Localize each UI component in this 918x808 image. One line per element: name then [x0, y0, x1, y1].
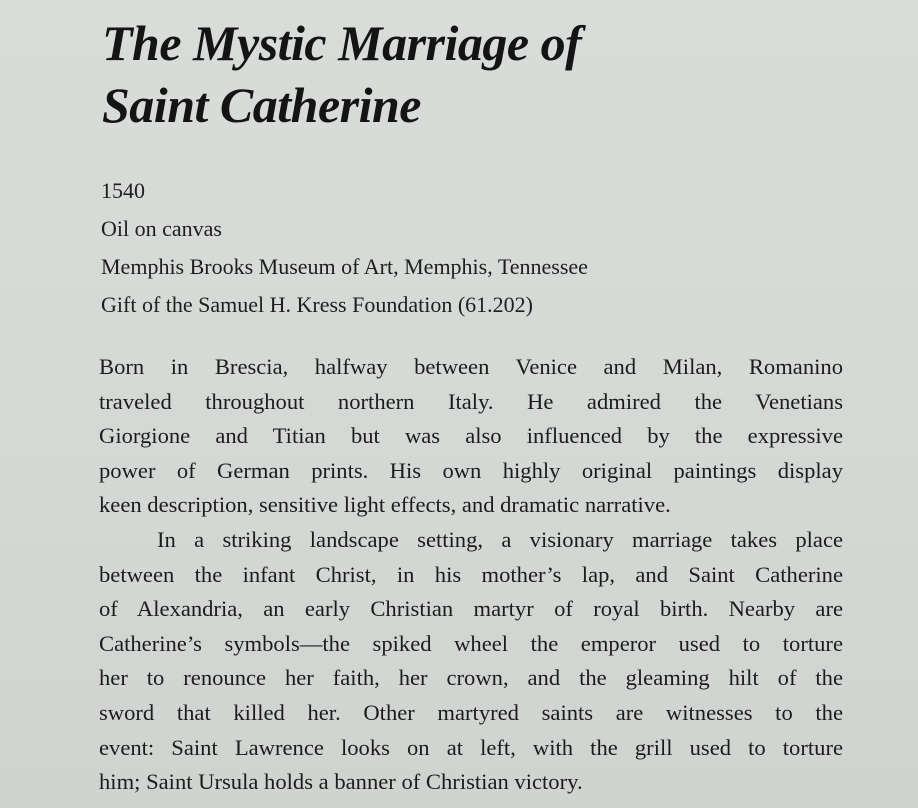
description-line: power of German prints. His own highly original paintings display: [99, 457, 843, 483]
description-line: Born in Brescia, halfway between Venice and Milan, Romanino: [99, 354, 843, 379]
artwork-medium: Oil on canvas: [101, 216, 222, 241]
artwork-credit-line: Gift of the Samuel H. Kress Foundation (61.202): [101, 292, 533, 317]
artwork-title-line-2: Saint Catherine: [102, 77, 421, 133]
artwork-details: [101, 172, 861, 324]
description-line: of Alexandria, an early Christian martyr of royal birth. Nearby are: [99, 596, 843, 622]
description-line: him; Saint Ursula holds a banner of Christian victory.: [99, 769, 583, 795]
description-line: keen description, sensitive light effects, and dramatic narrative.: [99, 492, 671, 518]
description-line: Catherine’s symbols—the spiked wheel the emperor used to torture: [99, 630, 843, 656]
artwork-title: [102, 12, 882, 136]
description-paragraph-2: [99, 523, 843, 800]
description-line: sword that killed her. Other martyred saints are witnesses to the: [99, 699, 843, 725]
description-line: between the infant Christ, in his mother’s lap, and Saint Catherine: [99, 561, 843, 587]
label-description: [99, 350, 843, 800]
description-paragraph-1: [99, 350, 843, 523]
description-line: her to renounce her faith, her crown, and the gleaming hilt of the: [99, 665, 843, 691]
artwork-title-line-1: The Mystic Marriage of: [102, 15, 582, 71]
description-line: Giorgione and Titian but was also influenced by the expressive: [99, 423, 843, 449]
artwork-date: 1540: [101, 178, 145, 203]
description-line: event: Saint Lawrence looks on at left, with the grill used to torture: [99, 734, 843, 760]
description-line: In a striking landscape setting, a visionary marriage takes place: [157, 526, 843, 552]
description-line: traveled throughout northern Italy. He admired the Venetians: [99, 388, 843, 414]
artwork-location: Memphis Brooks Museum of Art, Memphis, Tennessee: [101, 254, 588, 279]
